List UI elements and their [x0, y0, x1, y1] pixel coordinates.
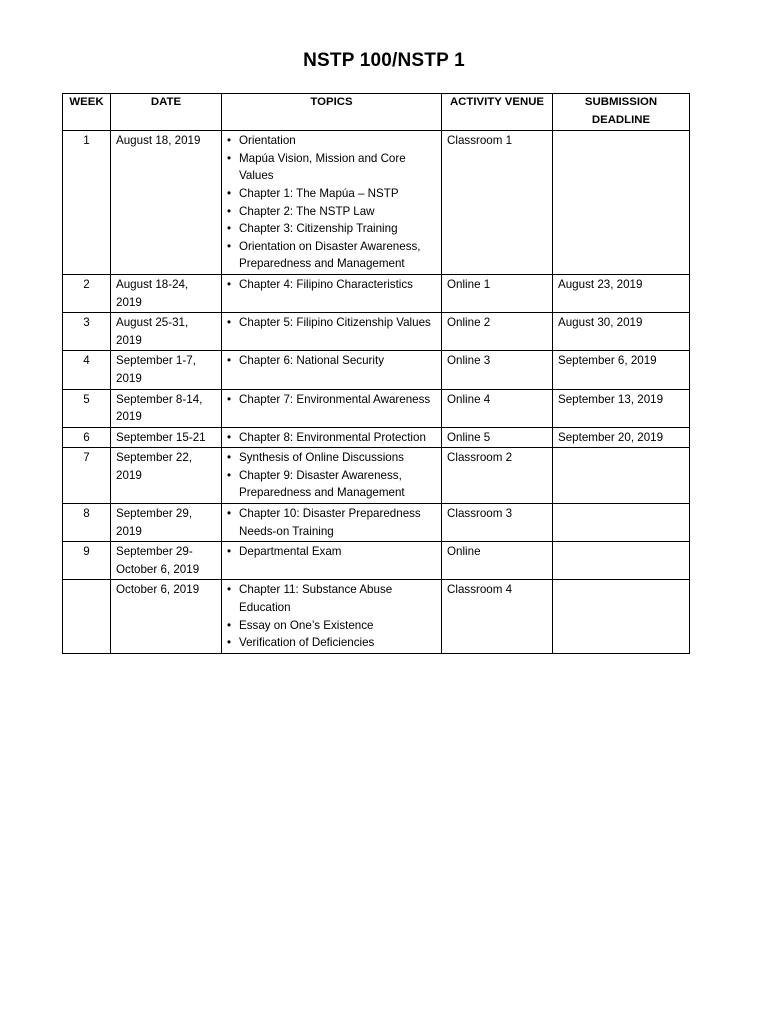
table-row — [63, 313, 690, 351]
date-cell: September 1-7, 2019 — [111, 351, 222, 389]
topics-cell — [222, 313, 442, 351]
topic-text: Synthesis of Online Discussions — [239, 451, 404, 465]
topics-list — [227, 581, 436, 651]
topic-text: Chapter 11: Substance Abuse Education — [239, 583, 393, 615]
topic-item — [227, 203, 436, 221]
topics-list — [227, 505, 436, 540]
column-header-date: DATE — [111, 94, 222, 131]
bullet-icon: • — [227, 204, 232, 218]
topic-item — [227, 543, 436, 561]
topic-item — [227, 185, 436, 203]
date-cell: August 25-31, 2019 — [111, 313, 222, 351]
topics-cell — [222, 580, 442, 653]
venue-cell: Classroom 4 — [442, 580, 553, 653]
topics-list — [227, 391, 436, 409]
venue-cell: Online 5 — [442, 427, 553, 448]
venue-cell: Online 4 — [442, 389, 553, 427]
topic-item — [227, 634, 436, 652]
topics-list — [227, 132, 436, 273]
topic-item — [227, 220, 436, 238]
venue-cell: Online 3 — [442, 351, 553, 389]
bullet-icon: • — [227, 354, 232, 368]
topic-text: Chapter 6: National Security — [239, 354, 384, 368]
week-cell — [63, 580, 111, 653]
deadline-cell — [553, 542, 690, 580]
topic-text: Chapter 5: Filipino Citizenship Values — [239, 316, 431, 330]
week-cell: 8 — [63, 504, 111, 542]
deadline-cell: September 6, 2019 — [553, 351, 690, 389]
deadline-cell: August 23, 2019 — [553, 274, 690, 312]
topic-text: Orientation on Disaster Awareness, Preparedness and Management — [239, 239, 421, 271]
date-cell: September 22, 2019 — [111, 448, 222, 504]
bullet-icon: • — [227, 392, 232, 406]
topic-item — [227, 391, 436, 409]
bullet-icon: • — [227, 636, 232, 650]
bullet-icon: • — [227, 134, 232, 148]
topics-list — [227, 429, 436, 447]
date-cell: August 18, 2019 — [111, 131, 222, 275]
topics-cell — [222, 389, 442, 427]
venue-cell: Classroom 2 — [442, 448, 553, 504]
bullet-icon: • — [227, 222, 232, 236]
column-header-week: WEEK — [63, 94, 111, 131]
topic-text: Verification of Deficiencies — [239, 636, 375, 650]
topics-cell — [222, 351, 442, 389]
bullet-icon: • — [227, 507, 232, 521]
bullet-icon: • — [227, 239, 232, 253]
week-cell: 2 — [63, 274, 111, 312]
venue-cell: Online 1 — [442, 274, 553, 312]
topics-list — [227, 314, 436, 332]
date-cell: September 15-21 — [111, 427, 222, 448]
venue-cell: Online — [442, 542, 553, 580]
bullet-icon: • — [227, 468, 232, 482]
deadline-cell: August 30, 2019 — [553, 313, 690, 351]
table-row — [63, 389, 690, 427]
deadline-cell: September 13, 2019 — [553, 389, 690, 427]
date-cell: September 29- October 6, 2019 — [111, 542, 222, 580]
bullet-icon: • — [227, 583, 232, 597]
venue-cell: Classroom 1 — [442, 131, 553, 275]
date-cell: August 18-24, 2019 — [111, 274, 222, 312]
topics-list — [227, 449, 436, 502]
topics-list — [227, 276, 436, 294]
topics-cell — [222, 274, 442, 312]
topic-item — [227, 505, 436, 540]
deadline-cell — [553, 504, 690, 542]
topic-item — [227, 238, 436, 273]
topic-item — [227, 314, 436, 332]
bullet-icon: • — [227, 277, 232, 291]
table-row — [63, 448, 690, 504]
table-row — [63, 580, 690, 653]
venue-cell: Online 2 — [442, 313, 553, 351]
date-cell: September 8-14, 2019 — [111, 389, 222, 427]
table-row — [63, 131, 690, 275]
table-row — [63, 351, 690, 389]
topic-text: Orientation — [239, 134, 296, 148]
topic-item — [227, 352, 436, 370]
topic-text: Mapúa Vision, Mission and Core Values — [239, 151, 406, 183]
deadline-cell — [553, 580, 690, 653]
table-row — [63, 274, 690, 312]
topics-list — [227, 543, 436, 561]
topic-item — [227, 617, 436, 635]
schedule-table — [62, 93, 690, 654]
column-header-deadline: SUBMISSION DEADLINE — [553, 94, 690, 131]
deadline-cell — [553, 448, 690, 504]
venue-cell: Classroom 3 — [442, 504, 553, 542]
bullet-icon: • — [227, 186, 232, 200]
header-row — [63, 94, 690, 131]
topics-cell — [222, 542, 442, 580]
topics-list — [227, 352, 436, 370]
table-row — [63, 504, 690, 542]
topics-cell — [222, 131, 442, 275]
bullet-icon: • — [227, 316, 232, 330]
week-cell: 5 — [63, 389, 111, 427]
date-cell: September 29, 2019 — [111, 504, 222, 542]
week-cell: 9 — [63, 542, 111, 580]
column-header-venue: ACTIVITY VENUE — [442, 94, 553, 131]
topic-item — [227, 581, 436, 616]
topic-text: Chapter 7: Environmental Awareness — [239, 392, 431, 406]
topics-cell — [222, 448, 442, 504]
topic-item — [227, 150, 436, 185]
topic-text: Chapter 9: Disaster Awareness, Preparedness and Management — [239, 468, 405, 500]
bullet-icon: • — [227, 618, 232, 632]
week-cell: 7 — [63, 448, 111, 504]
document-title: NSTP 100/NSTP 1 — [303, 50, 465, 71]
column-header-topics: TOPICS — [222, 94, 442, 131]
topic-item — [227, 276, 436, 294]
deadline-cell: September 20, 2019 — [553, 427, 690, 448]
deadline-cell — [553, 131, 690, 275]
topic-text: Chapter 4: Filipino Characteristics — [239, 277, 413, 291]
date-cell: October 6, 2019 — [111, 580, 222, 653]
topic-item — [227, 467, 436, 502]
topic-item — [227, 449, 436, 467]
topic-text: Essay on One’s Existence — [239, 618, 374, 632]
bullet-icon: • — [227, 451, 232, 465]
topics-cell — [222, 504, 442, 542]
bullet-icon: • — [227, 545, 232, 559]
topic-text: Chapter 10: Disaster Preparedness Needs-on Training — [239, 507, 421, 538]
topics-cell — [222, 427, 442, 448]
week-cell: 3 — [63, 313, 111, 351]
topic-text: Departmental Exam — [239, 545, 342, 559]
topic-text: Chapter 1: The Mapúa – NSTP — [239, 186, 399, 200]
table-row — [63, 427, 690, 448]
topic-text: Chapter 3: Citizenship Training — [239, 222, 398, 236]
topic-text: Chapter 2: The NSTP Law — [239, 204, 375, 218]
schedule-body — [63, 131, 690, 654]
topic-item — [227, 132, 436, 150]
topic-item — [227, 429, 436, 447]
week-cell: 1 — [63, 131, 111, 275]
bullet-icon: • — [227, 151, 232, 165]
week-cell: 4 — [63, 351, 111, 389]
bullet-icon: • — [227, 430, 232, 444]
table-row — [63, 542, 690, 580]
week-cell: 6 — [63, 427, 111, 448]
topic-text: Chapter 8: Environmental Protection — [239, 430, 426, 444]
